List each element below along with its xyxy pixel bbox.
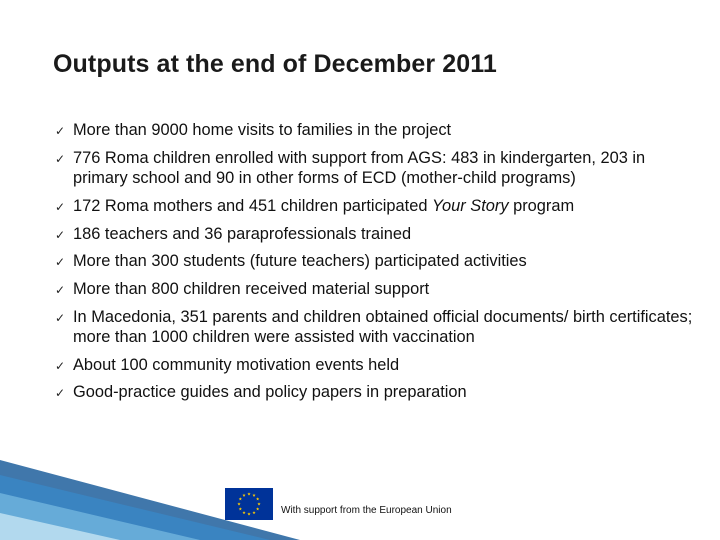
bullet-item: [50, 148, 695, 189]
bullet-item: [50, 196, 695, 216]
eu-flag-icon: [225, 488, 273, 520]
bullet-item: [50, 279, 695, 299]
checkmark-icon: ✓: [55, 151, 66, 166]
bullet-text: In Macedonia, 351 parents and children obtained official documents/ birth certificates; more than 1000 children were assisted with vaccination: [73, 307, 693, 347]
checkmark-icon: ✓: [55, 124, 66, 138]
bullet-item: [50, 224, 695, 244]
checkmark-icon: ✓: [55, 227, 66, 242]
bullet-item: [50, 307, 695, 348]
checkmark-icon: ✓: [55, 199, 66, 214]
bullet-list: [50, 120, 695, 410]
bullet-text-part: program: [508, 196, 575, 215]
bullet-item: [50, 251, 695, 271]
bullet-text: About 100 community motivation events held: [73, 355, 400, 374]
bullet-text: 776 Roma children enrolled with support from AGS: 483 in kindergarten, 203 in primary school and 90 in other forms of ECD (mother-child programs): [73, 148, 646, 188]
bullet-item: [50, 355, 695, 375]
checkmark-icon: ✓: [55, 358, 66, 373]
bullet-item: [50, 120, 695, 140]
bullet-text-part: 172 Roma mothers and 451 children participated: [73, 196, 432, 215]
checkmark-icon: ✓: [55, 282, 66, 297]
bullet-text: Good-practice guides and policy papers in preparation: [73, 383, 467, 402]
bullet-text: 186 teachers and 36 paraprofessionals trained: [73, 224, 412, 243]
support-text: With support from the European Union: [281, 505, 452, 516]
bullet-text: More than 9000 home visits to families in the project: [73, 121, 452, 139]
bullet-item: [50, 382, 695, 402]
program-name: Your Story: [432, 196, 509, 215]
checkmark-icon: ✓: [55, 255, 66, 270]
checkmark-icon: ✓: [55, 310, 66, 325]
bullet-text: More than 800 children received material support: [73, 279, 430, 298]
slide-title: Outputs at the end of December 2011: [53, 50, 497, 78]
bullet-text: More than 300 students (future teachers) participated activities: [73, 252, 527, 271]
checkmark-icon: ✓: [55, 386, 66, 401]
